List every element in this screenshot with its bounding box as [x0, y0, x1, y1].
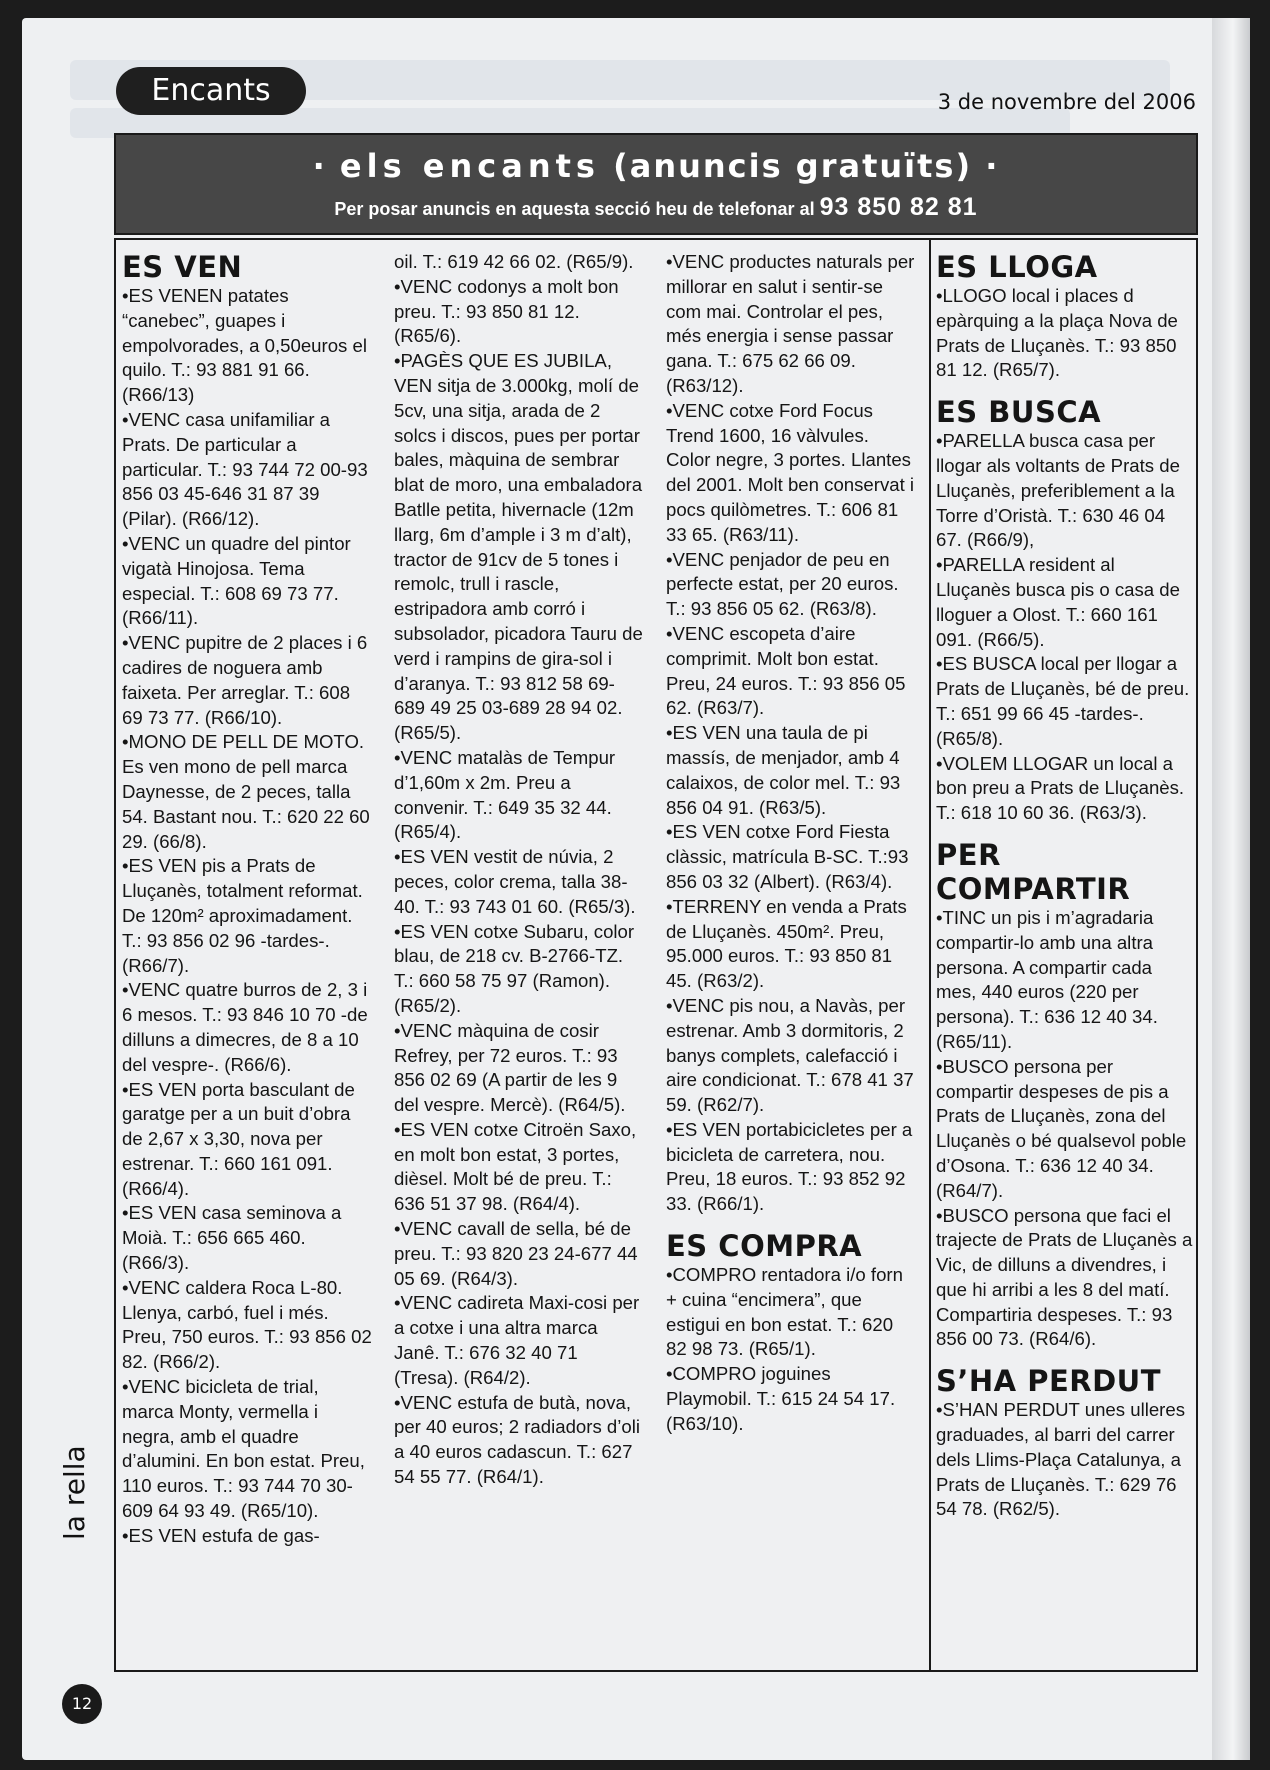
classified-ad: •VENC cotxe Ford Focus Trend 1600, 16 vàlvules. Color negre, 3 portes. Llantes del 2001. Molt ben conservat i pocs quilòmetres. T.: 606 81 33 65. (R63/11). — [666, 399, 915, 545]
classified-ad: •LLOGO local i places d epàrquing a la plaça Nova de Prats de Lluçanès. T.: 93 850 81 12. (R65/7). — [936, 285, 1178, 381]
classified-ad: •S’HAN PERDUT unes ulleres graduades, al barri del carrer dels Llims-Plaça Catalunya, a Prats de Lluçanès. T.: 629 76 54 78. (R62/5). — [936, 1399, 1185, 1520]
column-divider — [929, 240, 931, 1670]
page-number: 12 — [62, 1684, 102, 1724]
section-heading: ES LLOGA — [936, 250, 1098, 284]
column-2 — [394, 250, 644, 1490]
classified-ad: •COMPRO joguines Playmobil. T.: 615 24 54 17. (R63/10). — [666, 1363, 896, 1434]
classified-ad: •BUSCO persona que faci el trajecte de Prats de Lluçanès a Vic, de dilluns a divendres, i que hi arribi a les 8 del matí. Compartiria despeses. T.: 93 856 00 73. (R64/6). — [936, 1204, 1193, 1350]
banner-subtitle-text: Per posar anuncis en aquesta secció heu de telefonar al — [334, 199, 815, 219]
classified-ad: •VENC codonys a molt bon preu. T.: 93 850 81 12. (R65/6). — [394, 275, 619, 347]
column-4 — [936, 250, 1194, 1522]
classified-ad: •ES VEN estufa de gas- — [122, 1524, 320, 1546]
classified-ad: •PAGÈS QUE ES JUBILA, VEN sitja de 3.000kg, molí de 5cv, una sitja, arada de 2 solcs i discos, pues per portar bales, màquina de sembrar blat de moro, una embaladora Batlle petita, hivernacle (12m llarg, 6m d’ample i 3 m d’alt), tractor de 91cv de 5 tones i remolc, trull i rascle, estripadora amb corró i subsolador, picadora Tauru de verd i rampins de gira-sol i d’aranya. T.: 93 812 58 69-689 49 25 03-689 28 94 02. (R65/5). — [394, 350, 643, 744]
classified-ad: •COMPRO rentadora i/o forn + cuina “encimera”, que estigui en bon estat. T.: 620 82 98 73. (R65/1). — [666, 1264, 903, 1360]
column-3 — [666, 250, 916, 1437]
section-banner — [114, 133, 1198, 235]
classified-ad: •VENC bicicleta de trial, marca Monty, vermella i negra, amb el quadre d’alumini. En bon estat. Preu, 110 euros. T.: 93 744 70 30-609 64 93 49. (R65/10). — [122, 1376, 365, 1522]
classified-ad: •VENC penjador de peu en perfecte estat, per 20 euros. T.: 93 856 05 62. (R63/8). — [666, 548, 899, 620]
banner-title — [116, 147, 1196, 185]
classified-ad: •BUSCO persona per compartir despeses de pis a Prats de Lluçanès, zona del Lluçanès o bé qualsevol poble d’Osona. T.: 636 12 40 34. (R64/7). — [936, 1055, 1187, 1201]
column-1 — [122, 250, 372, 1549]
classified-ad: oil. T.: 619 42 66 02. (R65/9). — [394, 251, 634, 272]
classified-ad: •PARELLA busca casa per llogar als voltants de Prats de Lluçanès, preferiblement a la Torre d’Oristà. T.: 630 46 04 67. (R66/9), — [936, 430, 1180, 551]
classified-ad: •VENC casa unifamiliar a Prats. De particular a particular. T.: 93 744 72 00-93 856 03 45-646 31 87 39 (Pilar). (R66/12). — [122, 408, 368, 530]
classified-ad: •VENC màquina de cosir Refrey, per 72 euros. T.: 93 856 02 69 (A partir de les 9 del vespre. Mercè). (R64/5). — [394, 1019, 626, 1116]
banner-dot-left: · — [312, 147, 327, 185]
section-heading: ES BUSCA — [936, 395, 1102, 430]
classified-ad: •ES VEN casa seminova a Moià. T.: 656 665 460. (R66/3). — [122, 1202, 342, 1274]
section-tag: Encants — [116, 67, 306, 115]
classified-ad: •MONO DE PELL DE MOTO. Es ven mono de pell marca Daynesse, de 2 peces, talla 54. Bastant nou. T.: 620 22 60 29. (66/8). — [122, 731, 370, 852]
classified-ad: •VENC cavall de sella, bé de preu. T.: 93 820 23 24-677 44 05 69. (R64/3). — [394, 1218, 638, 1289]
classified-ad: •VENC pis nou, a Navàs, per estrenar. Amb 3 dormitoris, 2 banys complets, calefacció i aire condicionat. T.: 678 41 37 59. (R62/7). — [666, 994, 914, 1116]
classified-ad: •ES VEN una taula de pi massís, de menjador, amb 4 calaixos, de color mel. T.: 93 856 04 91. (R63/5). — [666, 722, 901, 818]
section-heading: S’HA PERDUT — [936, 1364, 1162, 1399]
classified-ad: •ES VENEN patates “canebec”, guapes i empolvorades, a 0,50euros el quilo. T.: 93 881 91 66. (R66/13) — [122, 285, 367, 406]
classified-ad: •VENC productes naturals per millorar en salut i sentir-se com mai. Controlar el pes, més energia i sense passar gana. T.: 675 62 66 09. (R63/12). — [666, 251, 915, 396]
classified-ad: •ES VEN portabicicletes per a bicicleta de carretera, nou. Preu, 18 euros. T.: 93 852 92 33. (R66/1). — [666, 1118, 913, 1215]
classified-ad: •ES VEN vestit de núvia, 2 peces, color crema, talla 38-40. T.: 93 743 01 60. (R65/3). — [394, 846, 636, 917]
publication-name: la rella — [58, 1445, 91, 1540]
classified-ad: •ES VEN cotxe Ford Fiesta clàssic, matrícula B-SC. T.:93 856 03 32 (Albert). (R63/4). — [666, 821, 909, 892]
classified-ad: •ES VEN pis a Prats de Lluçanès, totalment reformat. De 120m² aproximadament. T.: 93 856 02 96 -tardes-. (R66/7). — [122, 855, 363, 976]
banner-phone: 93 850 82 81 — [819, 193, 978, 221]
banner-subtitle — [116, 193, 1196, 222]
section-heading: PER COMPARTIR — [936, 837, 1131, 906]
classified-ad: •TINC un pis i m’agradaria compartir-lo amb una altra persona. A compartir cada mes, 440 euros (220 per persona). T.: 636 12 40 34. (R65/11). — [936, 906, 1158, 1052]
banner-title-rest: (anuncis gratuïts) — [613, 147, 973, 185]
classified-ad: •VOLEM LLOGAR un local a bon preu a Prats de Lluçanès. T.: 618 10 60 36. (R63/3). — [936, 752, 1185, 824]
classified-ad: •TERRENY en venda a Prats de Lluçanès. 450m². Preu, 95.000 euros. T.: 93 850 81 45. (R63/2). — [666, 895, 907, 992]
section-heading: ES VEN — [122, 250, 243, 284]
classified-ad: •ES VEN cotxe Subaru, color blau, de 218 cv. B-2766-TZ. T.: 660 58 75 97 (Ramon). (R65/2). — [394, 920, 635, 1016]
classified-ad: •VENC quatre burros de 2, 3 i 6 mesos. T.: 93 846 10 70 -de dilluns a dimecres, de 8 a 10 del vespre-. (R66/6). — [122, 979, 368, 1075]
classified-ad: •VENC un quadre del pintor vigatà Hinojosa. Tema especial. T.: 608 69 73 77. (R66/11). — [122, 532, 351, 629]
classified-ad: •ES BUSCA local per llogar a Prats de Lluçanès, bé de preu. T.: 651 99 66 45 -tardes-. (R65/8). — [936, 653, 1190, 749]
banner-dot-right: · — [985, 147, 1000, 185]
classified-ad: •VENC escopeta d’aire comprimit. Molt bon estat. Preu, 24 euros. T.: 93 856 05 62. (R63/7). — [666, 622, 906, 719]
classified-ad: •VENC caldera Roca L-80. Llenya, carbó, fuel i més. Preu, 750 euros. T.: 93 856 02 82. (R66/2). — [122, 1276, 372, 1373]
section-heading: ES COMPRA — [666, 1229, 863, 1264]
classified-ad: •VENC matalàs de Tempur d’1,60m x 2m. Preu a convenir. T.: 649 35 32 44. (R65/4). — [394, 746, 616, 843]
classified-ad: •ES VEN porta basculant de garatge per a un buit d’obra de 2,67 x 3,30, nova per estrenar. T.: 660 161 091. (R66/4). — [122, 1078, 355, 1199]
classified-ad: •ES VEN cotxe Citroën Saxo, en molt bon estat, 3 portes, dièsel. Molt bé de preu. T.: 636 51 37 98. (R64/4). — [394, 1118, 637, 1215]
issue-date: 3 de novembre del 2006 — [937, 90, 1196, 114]
classified-ad: •PARELLA resident al Lluçanès busca pis o casa de lloguer a Olost. T.: 660 161 091. (R66/5). — [936, 554, 1180, 650]
classified-ad: •VENC pupitre de 2 places i 6 cadires de noguera amb faixeta. Per arreglar. T.: 608 69 73 77. (R66/10). — [122, 632, 368, 728]
classified-ad: •VENC cadireta Maxi-cosi per a cotxe i una altra marca Janê. T.: 676 32 40 71 (Tresa). (R64/2). — [394, 1292, 640, 1388]
binding-gutter — [1212, 18, 1250, 1760]
banner-title-word: els encants — [339, 147, 600, 185]
classified-ad: •VENC estufa de butà, nova, per 40 euros; 2 radiadors d’oli a 40 euros cadascun. T.: 627 54 55 77. (R64/1). — [394, 1391, 640, 1488]
listings-box — [114, 238, 1198, 1672]
